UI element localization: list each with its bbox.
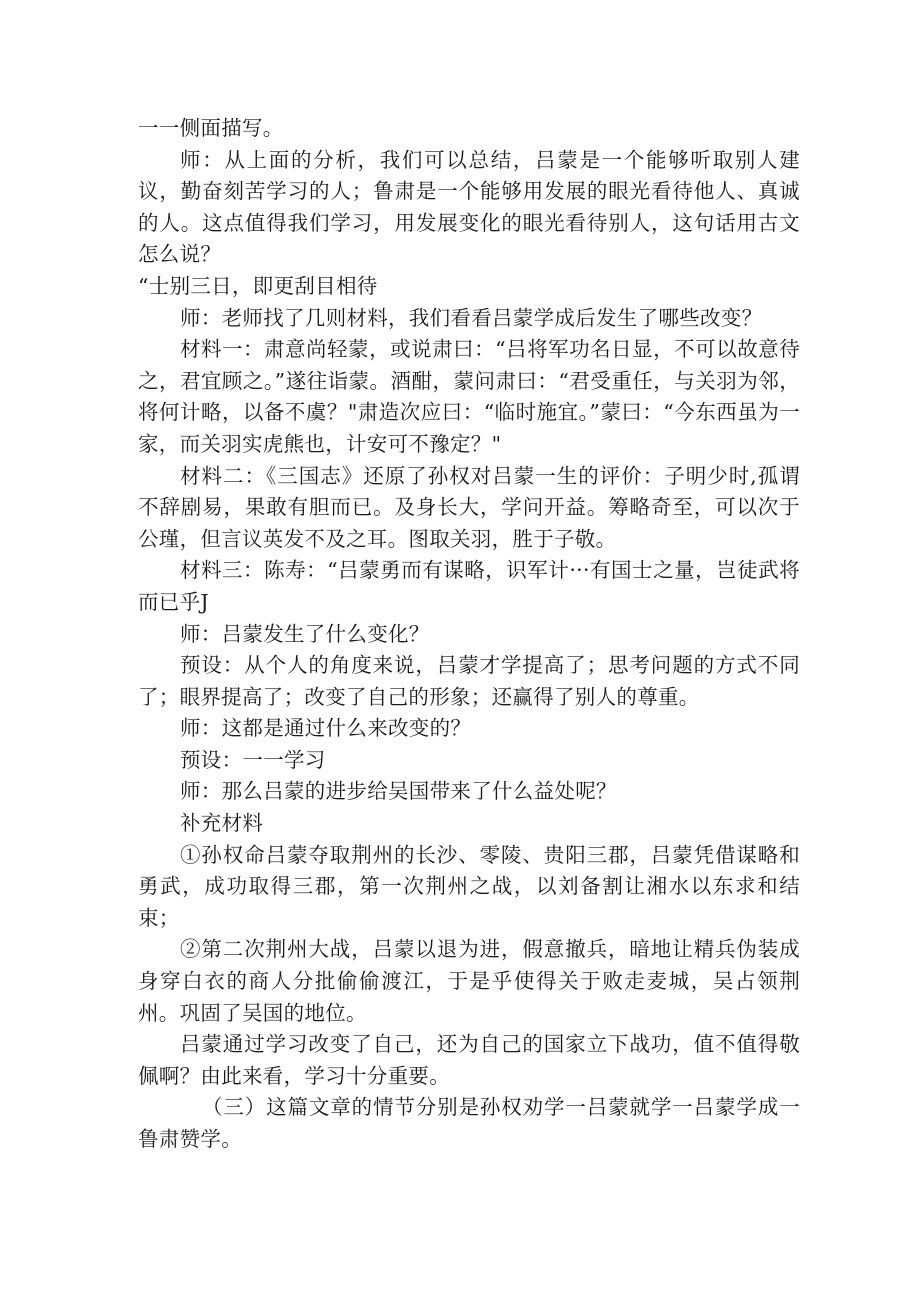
- paragraph-teacher-question-change: 师：吕蒙发生了什么变化？: [180, 621, 430, 646]
- paragraph-material-one: 材料一：肃意尚轻蒙，或说肃曰：“吕将军功名日显，不可以故意待之，君宜顾之。”遂往诣蒙。酒酣，蒙问肃曰：“君受重任，与关羽为邻，将何计略，以备不虞？"肃造次应曰：“临时施宜。”蒙曰：“今东西虽为一家，而关羽实虎熊也，计安可不豫定？": [138, 337, 800, 456]
- document-body: [138, 113, 800, 1156]
- paragraph-supplement-two: ②第二次荆州大战，吕蒙以退为进，假意撤兵，暗地让精兵伪装成身穿白衣的商人分批偷偷渡江，于是乎使得关于败走麦城，吴占领荆州。巩固了吴国的地位。: [138, 937, 800, 1025]
- paragraph-material-three: 材料三：陈寿：“吕蒙勇而有谋略，识军计···有国士之量，岂徒武将而已乎J: [138, 558, 800, 614]
- paragraph-plot-section: （三）这篇文章的情节分别是孙权劝学一吕蒙就学一吕蒙学成一鲁肃赞学。: [138, 1095, 800, 1151]
- paragraph-supplement-heading: 补充材料: [180, 811, 264, 836]
- paragraph-preset-answer-study: 预设：一一学习: [180, 747, 326, 772]
- paragraph-material-two: 材料二：《三国志》还原了孙权对吕蒙一生的评价：子明少时,孤谓不辞剧易，果敢有胆而已。及身长大，学问开益。筹略奇至，可以次于公瑾，但言议英发不及之耳。图取关羽，胜于子敬。: [138, 463, 800, 551]
- paragraph-side-description: 一一侧面描写。: [138, 116, 284, 140]
- paragraph-teacher-question-how: 师：这都是通过什么来改变的？: [180, 716, 472, 741]
- paragraph-teacher-summary: 师：从上面的分析，我们可以总结，吕蒙是一个能够听取别人建议，勤奋刻苦学习的人；鲁肃是一个能够用发展的眼光看待他人、真诚的人。这点值得我们学习，用发展变化的眼光看待别人，这句话用古文怎么说？: [138, 147, 800, 267]
- paragraph-preset-answer-change: 预设：从个人的角度来说，吕蒙才学提高了；思考问题的方式不同了；眼界提高了；改变了自己的形象；还赢得了别人的尊重。: [138, 653, 800, 709]
- paragraph-conclusion: 吕蒙通过学习改变了自己，还为自己的国家立下战功，值不值得敬佩啊？由此来看，学习十分重要。: [138, 1032, 800, 1088]
- paragraph-idiom: “士别三日，即更刮目相待: [138, 273, 378, 298]
- paragraph-teacher-materials: 师：老师找了几则材料，我们看看吕蒙学成后发生了哪些改变？: [180, 305, 763, 330]
- paragraph-supplement-one: ①孙权命吕蒙夺取荆州的长沙、零陵、贵阳三郡，吕蒙凭借谋略和勇武，成功取得三郡，第一次荆州之战，以刘备割让湘水以东求和结束；: [138, 842, 800, 930]
- paragraph-teacher-question-benefit: 师：那么吕蒙的进步给吴国带来了什么益处呢？: [180, 779, 617, 804]
